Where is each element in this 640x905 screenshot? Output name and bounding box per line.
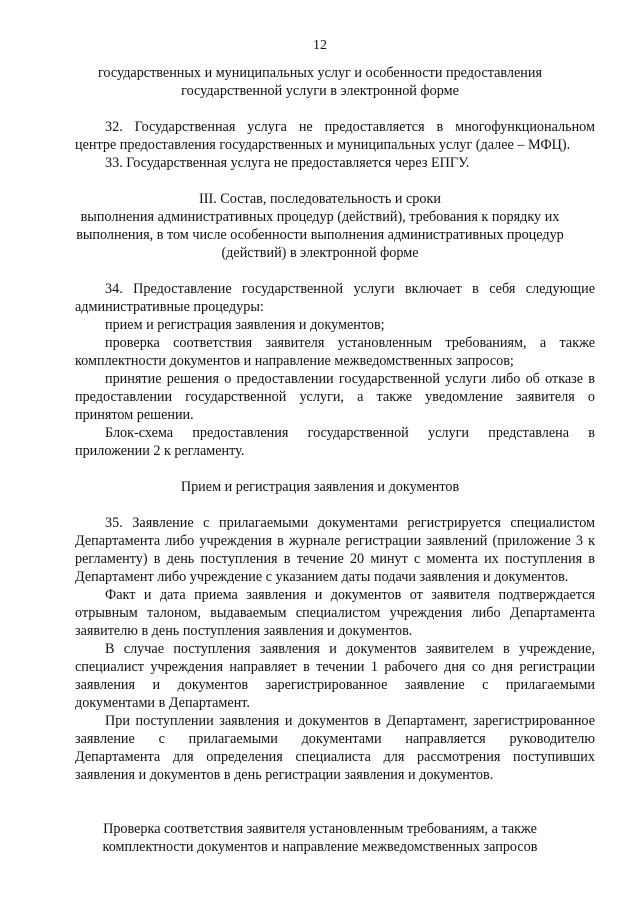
text-line: 33. Государственная услуга не предоставляется через ЕПГУ. [105,155,470,171]
text-line: выполнения административных процедур (действий), требования к порядку их [80,209,560,225]
text-line: заявителю в день поступления заявления и документов. [75,623,413,639]
text-line: выполнения, в том числе особенности выполнения административных процедур [76,227,564,243]
text-line: (действий) в электронной форме [221,245,419,261]
text-line: Департамента для определения специалиста для рассмотрения поступивших [75,749,595,765]
text-line: В случае поступления заявления и документов заявителем в учреждение, [105,641,595,657]
text-line: заявления и документов зарегистрированное заявление с прилагаемыми [75,677,595,693]
text-line: прием и регистрация заявления и документов; [105,317,385,333]
text-line: регламенту) в день поступления в течение 20 минут с момента их поступления в [75,551,595,567]
text-line: административные процедуры: [75,299,264,315]
text-line: 34. Предоставление государственной услуги включает в себя следующие [105,281,595,297]
text-line: документами в Департамент. [75,695,250,711]
text-line: комплектности документов и направление межведомственных запросов; [75,353,514,369]
text-line: государственной услуги в электронной форме [181,83,459,99]
text-line: 32. Государственная услуга не предоставляется в многофункциональном [105,119,595,135]
page-number: 12 [313,38,327,53]
text-line: предоставлении государственной услуги, а также уведомление заявителя о [75,389,595,405]
text-line: заявление с прилагаемыми документами направляется руководителю [75,731,595,747]
text-line: специалист учреждения направляет в течении 1 рабочего дня со дня регистрации [75,659,595,675]
text-line: заявления и документов в день регистрации заявления и документов. [75,767,494,783]
text-line: комплектности документов и направление межведомственных запросов [102,839,538,855]
text-line: приложении 2 к регламенту. [75,443,245,459]
text-line: 35. Заявление с прилагаемыми документами регистрируется специалистом [105,515,595,531]
text-line: принятом решении. [75,407,194,423]
text-line: Факт и дата приема заявления и документов от заявителя подтверждается [105,587,595,603]
text-line: Департамент либо учреждение с указанием даты подачи заявления и документов. [75,569,569,585]
text-line: проверка соответствия заявителя установленным требованиям, а также [105,335,595,351]
text-line: государственных и муниципальных услуг и особенности предоставления [97,65,543,81]
text-line: Департамента либо учреждения в журнале регистрации заявлений (приложение 3 к [75,533,595,549]
text-line: отрывным талоном, выдаваемым специалистом учреждения либо Департамента [75,605,595,621]
text-line: При поступлении заявления и документов в Департамент, зарегистрированное [105,713,595,729]
text-line: Прием и регистрация заявления и документов [180,479,460,495]
text-line: Блок-схема предоставления государственной услуги представлена в [105,425,595,441]
text-line: Проверка соответствия заявителя установленным требованиям, а также [103,821,537,837]
text-line: принятие решения о предоставлении государственной услуги либо об отказе в [105,371,595,387]
text-line: III. Состав, последовательность и сроки [199,191,441,207]
text-line: центре предоставления государственных и муниципальных услуг (далее – МФЦ). [75,137,571,153]
